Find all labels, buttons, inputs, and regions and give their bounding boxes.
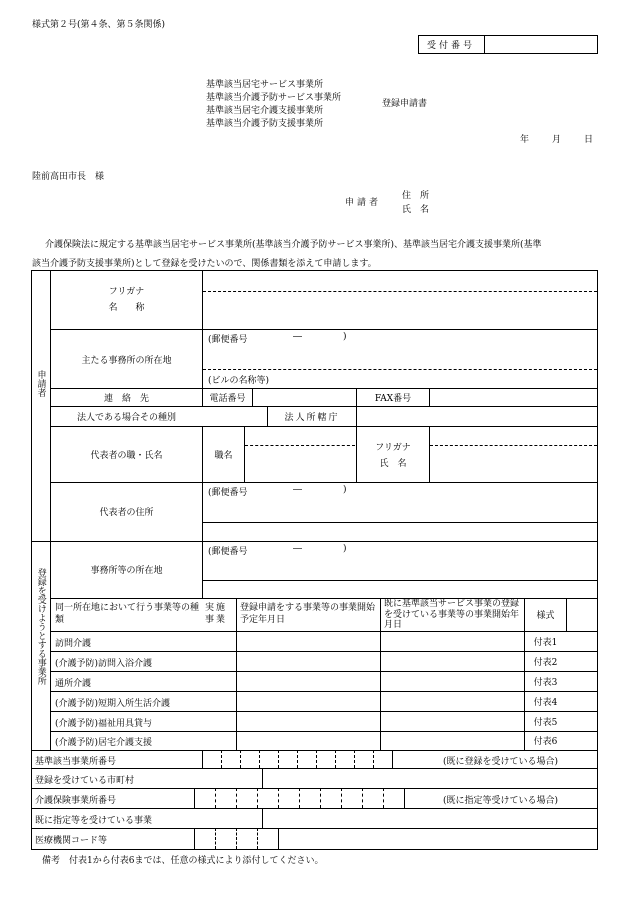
addressee: 陸前高田市長 様: [32, 172, 105, 182]
name-label: 名 称: [108, 302, 145, 313]
applicant-label: 申請者: [345, 198, 382, 208]
rep-postal-close: ): [343, 485, 347, 495]
date-month: 月: [552, 135, 562, 145]
remarks-note: 備考 付表1から付表6までは、任意の様式により添付してください。: [42, 856, 324, 866]
office-postal-close: ): [343, 544, 347, 554]
intro-text-2: 該当介護予防支援事業所)として登録を受けたいので、関係書類を添えて申請します。: [32, 259, 377, 269]
section-applicant-label: [31, 370, 50, 397]
office-postal-dash: ―: [293, 544, 302, 554]
business-type: 基準該当居宅サービス事業所: [206, 80, 324, 90]
service-form: 付表2: [533, 657, 558, 668]
service-name: (介護予防)訪問入浴介護: [55, 659, 153, 669]
postal-close: ): [343, 332, 347, 342]
service-form: 付表3: [533, 677, 558, 688]
business-type: 基準該当介護予防サービス事業所: [206, 93, 342, 103]
service-form: 付表4: [533, 697, 558, 708]
rep-postal-label: (郵便番号: [208, 488, 248, 498]
applicant-address-label: 住 所: [402, 191, 430, 201]
receipt-label: 受付番号: [426, 41, 475, 51]
furigana-label: フリガナ: [108, 286, 145, 297]
office-number-label: 基準該当事業所番号: [35, 757, 117, 767]
service-form: 付表6: [533, 737, 558, 747]
section-applicant-text: 申請者: [35, 370, 46, 397]
phone-label: 電話番号: [209, 393, 246, 404]
start-date-header: 登録申請をする事業等の事業開始予定年月日: [240, 603, 376, 625]
date-year: 年: [520, 135, 530, 145]
form-header: 様式: [536, 611, 555, 621]
business-type: 基準該当介護予防支援事業所: [206, 119, 324, 129]
business-type: 基準該当居宅介護支援事業所: [206, 106, 324, 116]
section-office-text: 登録を受けようとする事業所: [35, 568, 46, 685]
existing-start-header: 既に基準該当サービス事業の登録を受けている事業等の事業開始年月日: [384, 599, 520, 630]
rep-furigana-label: フリガナ: [375, 442, 411, 453]
service-kind-header: 同一所在地において行う事業等の種類: [55, 603, 200, 625]
document-title: 登録申請書: [382, 99, 428, 109]
service-form: 付表1: [533, 637, 558, 648]
municipality-label: 登録を受けている市町村: [35, 776, 135, 786]
fax-field[interactable]: [430, 389, 597, 406]
designated-label: 既に指定等を受けている事業: [35, 816, 153, 826]
service-name: (介護予防)居宅介護支援: [55, 738, 153, 748]
phone-field[interactable]: [253, 389, 356, 406]
postal-dash: ―: [293, 332, 302, 342]
office-postal-label: (郵便番号: [208, 547, 248, 557]
service-name: 通所介護: [55, 679, 92, 689]
authority-field[interactable]: [357, 407, 597, 426]
service-form: 付表5: [533, 717, 558, 728]
service-name: 訪問介護: [55, 639, 92, 649]
rep-name-label: 氏 名: [379, 458, 407, 469]
fax-label: FAX番号: [374, 393, 412, 404]
date-day: 日: [584, 135, 594, 145]
building-label: (ビルの名称等): [208, 376, 270, 386]
name-field[interactable]: [203, 293, 597, 328]
title-label: 職名: [214, 450, 233, 461]
representative-label: 代表者の職・氏名: [90, 450, 163, 461]
form-id: 様式第２号(第４条、第５条関係): [32, 20, 166, 30]
rep-address-label: 代表者の住所: [99, 508, 154, 518]
rep-postal-dash: ―: [293, 485, 302, 495]
main-office-label: 主たる事務所の所在地: [81, 355, 172, 366]
medical-code-label: 医療機関コード等: [35, 836, 108, 846]
contact-label: 連 絡 先: [103, 393, 149, 404]
corp-type-field[interactable]: [203, 407, 267, 426]
service-name: (介護予防)福祉用具貸与: [55, 719, 153, 729]
name-furigana-field[interactable]: [203, 272, 597, 290]
receipt-value[interactable]: [485, 35, 597, 54]
insurance-number-note: (既に指定等受けている場合): [443, 796, 559, 806]
insurance-number-label: 介護保険事業所番号: [35, 796, 117, 806]
service-name: (介護予防)短期入所生活介護: [55, 699, 171, 709]
implemented-header: 実施事業: [205, 603, 228, 625]
authority-label: 法人所轄庁: [284, 412, 340, 423]
office-number-note: (既に登録を受けている場合): [443, 757, 559, 767]
applicant-name-label: 氏 名: [402, 205, 430, 215]
section-office-label: [31, 568, 50, 685]
office-location-label: 事務所等の所在地: [90, 566, 163, 576]
intro-text-1: 介護保険法に規定する基準該当居宅サービス事業所(基準該当介護予防サービス事業所)、基準該当居宅介護支援事業所(基準: [45, 240, 542, 250]
corp-type-label: 法人である場合その種別: [76, 412, 176, 423]
postal-code-label: (郵便番号: [208, 335, 248, 345]
